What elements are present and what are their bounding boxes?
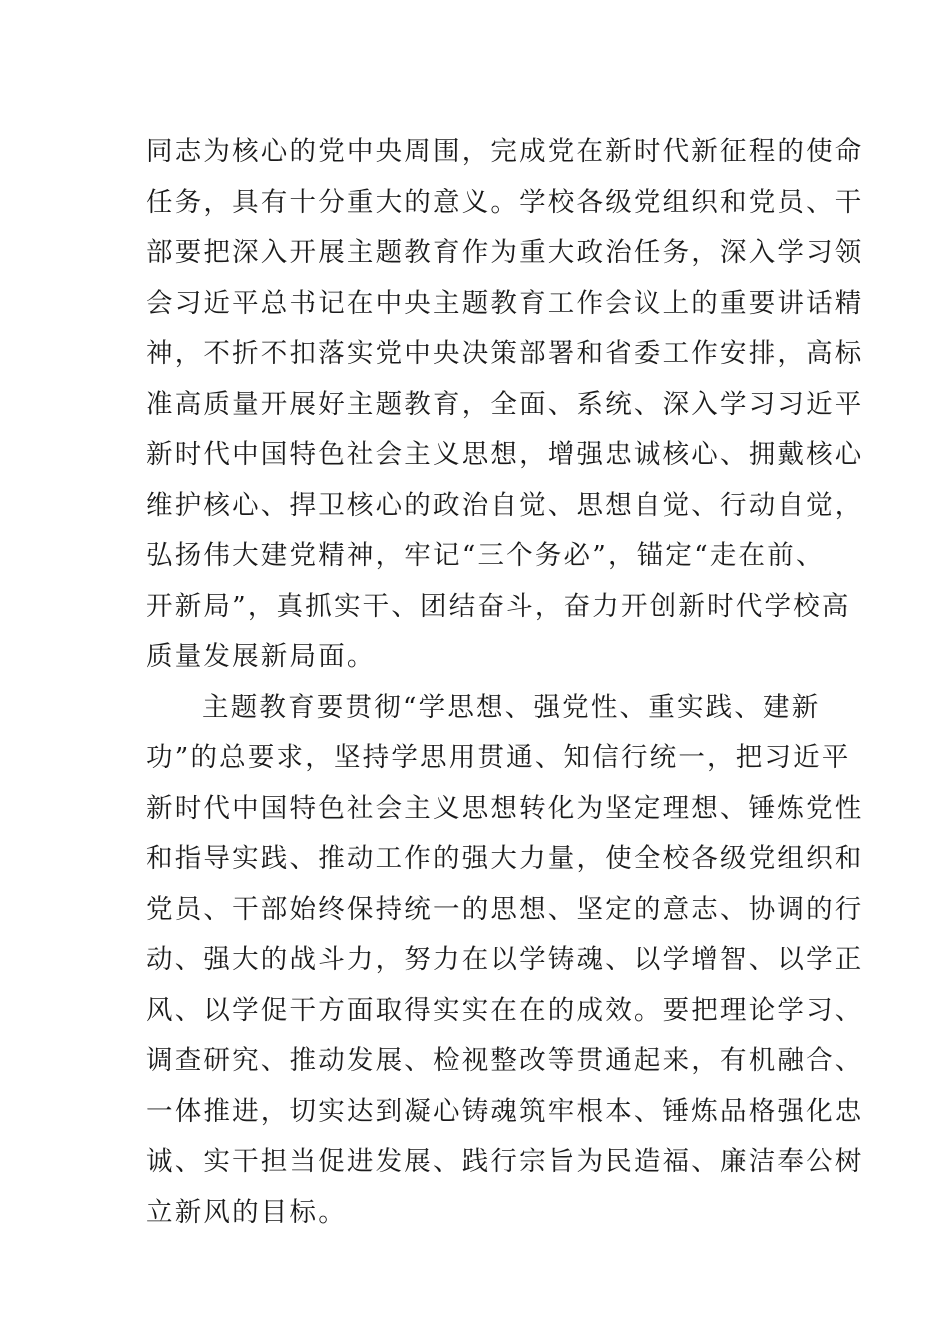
paragraph-line: 一体推进，切实达到凝心铸魂筑牢根本、锤炼品格强化忠: [146, 1095, 864, 1127]
paragraph-line: 调查研究、推动发展、检视整改等贯通起来，有机融合、: [146, 1045, 864, 1076]
paragraph-line: 风、以学促干方面取得实实在在的成效。要把理论学习、: [146, 994, 864, 1026]
paragraph-line: 党员、干部始终保持统一的思想、坚定的意志、协调的行: [146, 893, 864, 925]
paragraph-2: [146, 683, 864, 1239]
paragraph-line: 新时代中国特色社会主义思想，增强忠诚核心、拥戴核心: [146, 439, 864, 470]
paragraph-line: 弘扬伟大建党精神，牢记“三个务必”，锚定“走在前、: [146, 540, 825, 571]
paragraph-1: [146, 127, 864, 683]
paragraph-line: 同志为核心的党中央周围，完成党在新时代新征程的使命: [146, 136, 864, 167]
paragraph-line: 神，不折不扣落实党中央决策部署和省委工作安排，高标: [146, 338, 864, 369]
paragraph-line: 维护核心、捍卫核心的政治自觉、思想自觉、行动自觉，: [146, 489, 864, 521]
paragraph-line: 新时代中国特色社会主义思想转化为坚定理想、锤炼党性: [146, 792, 864, 824]
paragraph-line: 立新风的目标。: [146, 1196, 347, 1228]
paragraph-line: 诚、实干担当促进发展、践行宗旨为民造福、廉洁奉公树: [146, 1146, 864, 1177]
paragraph-line: 和指导实践、推动工作的强大力量，使全校各级党组织和: [146, 843, 864, 874]
paragraph-line: 质量发展新局面。: [146, 641, 376, 672]
paragraph-line: 主题教育要贯彻“学思想、强党性、重实践、建新: [202, 691, 821, 723]
paragraph-line: 开新局”，真抓实干、团结奋斗，奋力开创新时代学校高: [146, 590, 851, 622]
paragraph-line: 部要把深入开展主题教育作为重大政治任务，深入学习领: [146, 237, 864, 268]
paragraph-line: 准高质量开展好主题教育，全面、系统、深入学习习近平: [146, 388, 864, 420]
paragraph-line: 任务，具有十分重大的意义。学校各级党组织和党员、干: [146, 186, 864, 218]
paragraph-line: 动、强大的战斗力，努力在以学铸魂、以学增智、以学正: [146, 944, 864, 975]
document-body: [146, 127, 864, 1238]
paragraph-line: 功”的总要求，坚持学思用贯通、知信行统一，把习近平: [146, 742, 851, 773]
paragraph-line: 会习近平总书记在中央主题教育工作会议上的重要讲话精: [146, 287, 864, 319]
